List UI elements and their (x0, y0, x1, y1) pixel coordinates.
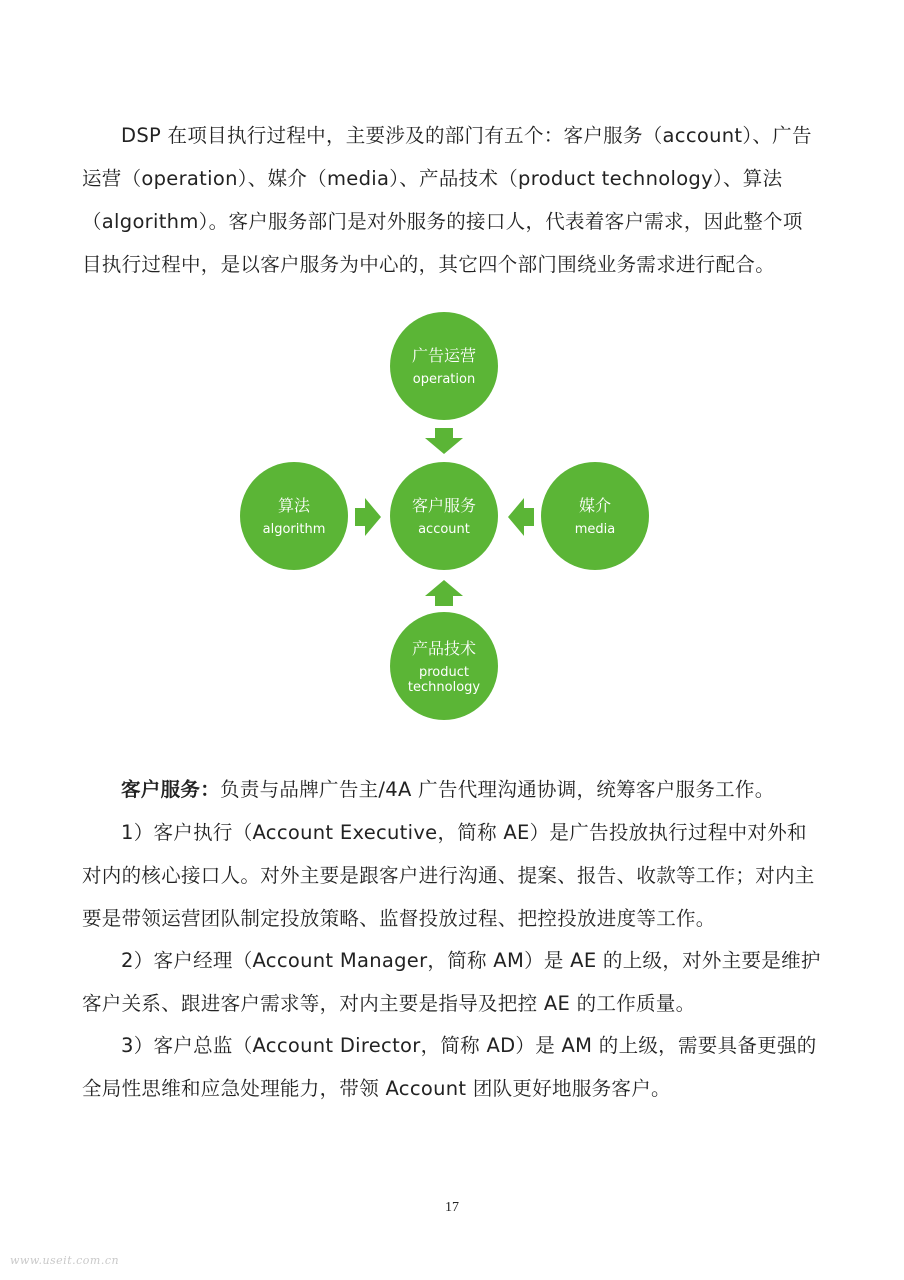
arrow-left-icon (508, 498, 534, 536)
media-circle (541, 462, 649, 570)
operation-circle (390, 312, 498, 420)
algorithm-zh-label: 算法 (277, 496, 310, 515)
algorithm-circle (240, 462, 348, 570)
watermark: www.useit.com.cn (10, 1254, 120, 1267)
operation-en-label: operation (412, 372, 476, 387)
arrow-down-icon (425, 428, 463, 454)
arrow-up-icon (425, 580, 463, 606)
product-en-label: product technology (407, 664, 481, 695)
account-circle (390, 462, 498, 570)
account-director-paragraph: 3）客户总监（Account Director，简称 AD）是 AM 的上级，需要具备更强的全局性思维和应急处理能力，带领 Account 团队更好地服务客户。 (82, 1034, 817, 1100)
service-heading-text: 负责与品牌广告主/4A 广告代理沟通协调，统筹客户服务工作。 (220, 778, 775, 801)
operation-zh-label: 广告运营 (411, 346, 476, 365)
media-en-label: media (574, 522, 616, 537)
service-heading: 客户服务： (121, 778, 221, 801)
account-zh-label: 客户服务 (411, 496, 476, 515)
product-technology-circle (390, 612, 498, 720)
media-zh-label: 媒介 (578, 496, 611, 515)
page-number: 17 (445, 1200, 459, 1215)
arrow-right-icon (355, 498, 381, 536)
product-zh-label: 产品技术 (411, 638, 476, 658)
account-manager-paragraph: 2）客户经理（Account Manager，简称 AM）是 AE 的上级，对外主要是维护客户关系、跟进客户需求等，对内主要是指导及把控 AE 的工作质量。 (82, 949, 821, 1015)
account-en-label: account (418, 522, 470, 537)
intro-paragraph: DSP 在项目执行过程中，主要涉及的部门有五个：客户服务（account）、广告运营（operation）、媒介（media）、产品技术（product technology）、算法（algorithm）。客户服务部门是对外服务的接口人，代表着客户需求，因此整个项目执行过程中，是以客户服务为中心的，其它四个部门围绕业务需求进行配合。 (82, 124, 812, 276)
algorithm-en-label: algorithm (262, 522, 326, 537)
service-summary-paragraph (82, 768, 822, 811)
account-executive-paragraph: 1）客户执行（Account Executive，简称 AE）是广告投放执行过程中对外和对内的核心接口人。对外主要是跟客户进行沟通、提案、报告、收款等工作；对内主要是带领运营团队制定投放策略、监督投放过程、把控投放进度等工作。 (82, 821, 815, 930)
